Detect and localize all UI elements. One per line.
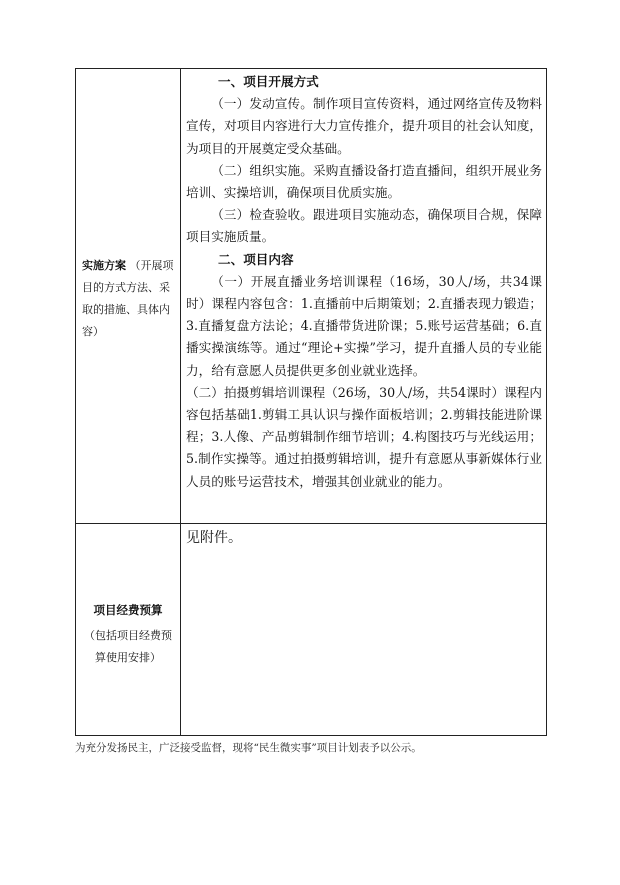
paragraph-livestream-course: （一）开展直播业务培训课程（16场，30人/场，共34课时）课程内容包含：1.直播前中后期策划；2.直播表现力锻造；3.直播复盘方法论；4.直播带货进阶课；5.账号运营基础；6.直播实操演练等。通过“理论+实操”学习，提升直播人员的专业能力，给有意愿人员提供更多创业就业选择。 bbox=[186, 273, 542, 378]
implementation-plan-title: 实施方案 bbox=[82, 259, 126, 272]
section-heading-method: 一、项目开展方式 bbox=[218, 74, 319, 89]
column-divider bbox=[180, 69, 181, 735]
paragraph-inspection: （三）检查验收。跟进项目实施动态，确保项目合规，保障项目实施质量。 bbox=[186, 207, 542, 245]
row-divider bbox=[76, 523, 546, 524]
publicity-footer: 为充分发扬民主，广泛接受监督，现将“民生微实事”项目计划表予以公示。 bbox=[75, 742, 422, 754]
budget-title: 项目经费预算 bbox=[93, 603, 163, 617]
paragraph-implementation: （二）组织实施。采购直播设备打造直播间，组织开展业务培训、实操培训，确保项目优质实施。 bbox=[186, 162, 542, 201]
implementation-plan-label bbox=[76, 255, 180, 343]
section-heading-content: 二、项目内容 bbox=[218, 251, 294, 267]
budget-content: 见附件。 bbox=[186, 530, 242, 546]
budget-note: （包括项目经费预算使用安排） bbox=[84, 629, 172, 664]
paragraph-editing-course: （二）拍摄剪辑培训课程（26场，30人/场，共54课时）课程内容包括基础1.剪辑工具认识与操作面板培训；2.剪辑技能进阶课程；3.人像、产品剪辑制作细节培训；4.构图技巧与光线运用；5.制作实操等。通过拍摄剪辑培训，提升有意愿从事新媒体行业人员的账号运营技术，增强其创业就业的能力。 bbox=[186, 384, 542, 489]
budget-label bbox=[76, 599, 180, 669]
implementation-plan-note: （开展项目的方式方法、采取的措施、具体内容） bbox=[82, 259, 174, 338]
implementation-plan-content bbox=[186, 71, 542, 493]
paragraph-publicity: （一）发动宣传。制作项目宣传资料，通过网络宣传及物料宣传，对项目内容进行大力宣传推介，提升项目的社会认知度，为项目的开展奠定受众基础。 bbox=[186, 96, 542, 156]
project-plan-table bbox=[75, 68, 547, 736]
